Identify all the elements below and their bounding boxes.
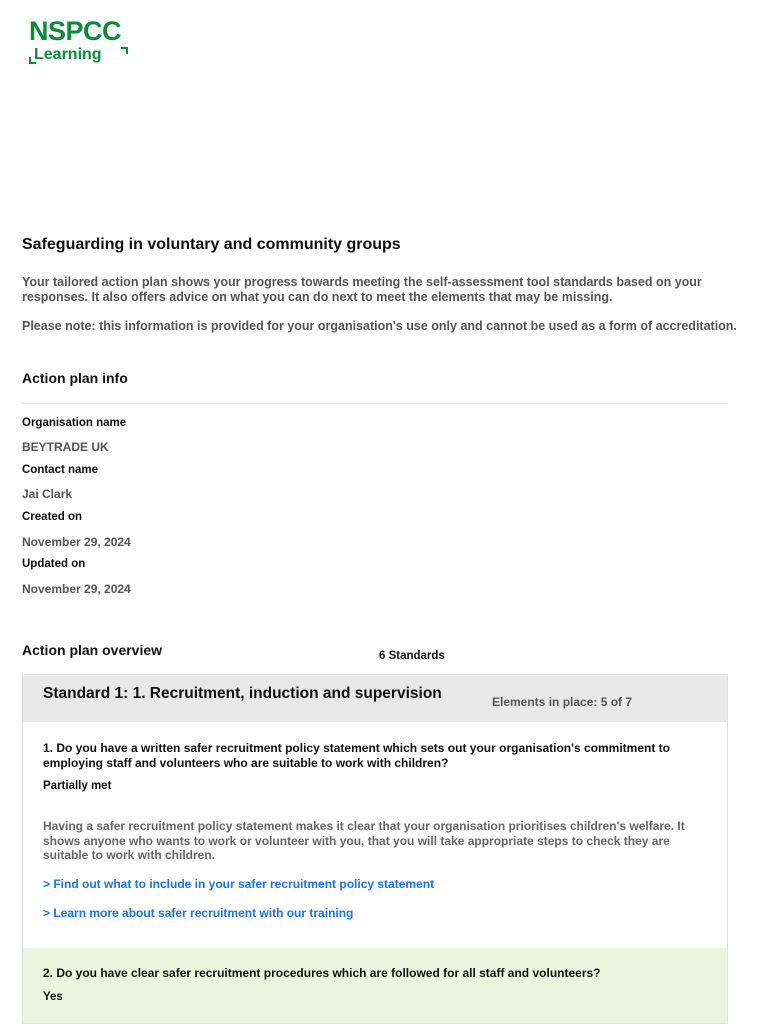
intro-paragraph: Your tailored action plan shows your progress towards meeting the self-assessment tool standards based on your responses. It also offers advice on what you can do next to meet the elements that may be missing.	[22, 275, 702, 304]
question-text: 1. Do you have a written safer recruitment policy statement which sets out your organisation's commitment to employing staff and volunteers who are suitable to work with children?	[43, 741, 670, 770]
question-item	[23, 722, 728, 948]
created-on-label: Created on	[22, 511, 83, 523]
logo-bracket-right	[121, 47, 128, 54]
info-divider	[22, 403, 728, 404]
page-title: Safeguarding in voluntary and community groups	[22, 236, 401, 253]
question-text: 2. Do you have clear safer recruitment procedures which are followed for all staff and volunteers?	[43, 966, 601, 980]
question-answer: Yes	[43, 991, 63, 1003]
standards-count: 6 Standards	[379, 650, 445, 662]
question-answer: Partially met	[43, 780, 112, 792]
action-plan-info-heading: Action plan info	[22, 370, 128, 386]
updated-on-label: Updated on	[22, 558, 86, 570]
safer-recruitment-policy-link[interactable]: > Find out what to include in your safer recruitment policy statement	[43, 877, 435, 891]
standard-card	[22, 674, 728, 1024]
elements-in-place-count: Elements in place: 5 of 7	[492, 695, 633, 709]
standard-title: Standard 1: 1. Recruitment, induction and supervision	[43, 685, 442, 702]
contact-name-label: Contact name	[22, 464, 99, 476]
action-plan-overview-heading: Action plan overview	[22, 642, 163, 658]
disclaimer-paragraph: Please note: this information is provided for your organisation's use only and cannot be used as a form of accreditation.	[22, 319, 737, 333]
contact-name-value: Jai Clark	[22, 487, 73, 501]
nspcc-learning-logo[interactable]	[29, 17, 129, 67]
logo-bracket-left	[29, 57, 36, 64]
safer-recruitment-training-link[interactable]: > Learn more about safer recruitment with our training	[43, 906, 354, 920]
logo-brand: NSPCC	[29, 16, 122, 46]
created-on-value: November 29, 2024	[22, 535, 131, 549]
standard-header[interactable]	[23, 675, 728, 722]
organisation-name-label: Organisation name	[22, 417, 127, 429]
organisation-name-value: BEYTRADE UK	[22, 440, 109, 454]
updated-on-value: November 29, 2024	[22, 582, 131, 596]
question-advice: Having a safer recruitment policy statement makes it clear that your organisation prioritises children's welfare. It shows anyone who wants to work or volunteer with you, that you will take appropriate steps to check they are suitable to work with children.	[43, 819, 685, 862]
logo-subtitle: Learning	[34, 46, 102, 63]
question-item-met	[23, 948, 728, 1024]
